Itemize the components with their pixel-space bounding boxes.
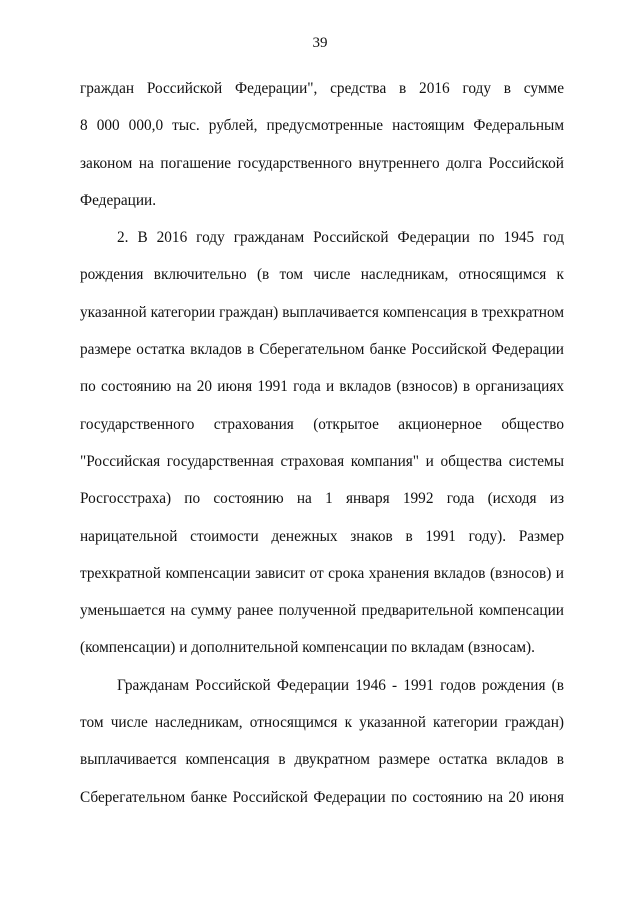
paragraph-line: том числе наследникам, относящимся к указанной категории граждан) [80,714,564,732]
paragraph-line: уменьшается на сумму ранее полученной предварительной компенсации [80,602,564,620]
paragraph-line: "Российская государственная страховая компания" и общества системы [80,452,564,470]
paragraph-line: рождения включительно (в том числе наследникам, относящимся к [80,266,564,284]
paragraph-line: указанной категории граждан) выплачивается компенсация в трехкратном [80,303,564,321]
paragraph-3 [80,667,564,816]
paragraph-line: граждан Российской Федерации", средства в 2016 году в сумме [80,80,564,97]
document-body [80,70,564,816]
paragraph-line: Федерации. [80,191,157,209]
paragraph-1 [80,70,564,219]
paragraph-line: государственного страхования (открытое акционерное общество [80,415,564,433]
paragraph-line: размере остатка вкладов в Сберегательном банке Российской Федерации [80,341,564,359]
paragraph-line: нарицательной стоимости денежных знаков в 1991 году). Размер [80,527,564,545]
paragraph-line: 2. В 2016 году гражданам Российской Федерации по 1945 год [117,229,564,247]
paragraph-line: Сберегательном банке Российской Федерации по состоянию на 20 июня [80,788,564,806]
paragraph-line: по состоянию на 20 июня 1991 года и вкладов (взносов) в организациях [80,378,564,396]
paragraph-line: 8 000 000,0 тыс. рублей, предусмотренные настоящим Федеральным [80,117,564,135]
paragraph-line: законом на погашение государственного внутреннего долга Российской [80,154,564,172]
paragraph-2 [80,219,564,667]
paragraph-line: Росгосстраха) по состоянию на 1 января 1992 года (исходя из [80,490,564,508]
page-number: 39 [312,35,328,51]
paragraph-line: (компенсации) и дополнительной компенсации по вкладам (взносам). [80,639,535,657]
paragraph-line: выплачивается компенсация в двукратном размере остатка вкладов в [80,751,564,769]
paragraph-line: Гражданам Российской Федерации 1946 - 1991 годов рождения (в [117,676,564,694]
paragraph-line: трехкратной компенсации зависит от срока хранения вкладов (взносов) и [80,564,564,582]
